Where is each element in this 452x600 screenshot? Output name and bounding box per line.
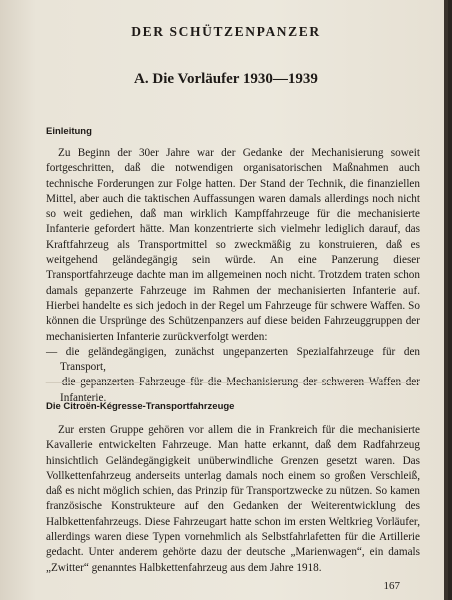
section-citroen — [46, 423, 420, 576]
bullet-list — [46, 345, 420, 406]
paragraph-einleitung: Zu Beginn der 30er Jahre war der Gedanke der Mechanisierung soweit fortgeschritten, daß die notwendigen organisatorischen Maßnahmen auch technische Forderungen zur Folge hatten. Der Stand der Technik, die finanziellen Mittel, aber auch die taktischen Auffassungen waren damals allerdings noch nicht so weit gediehen, daß man wirklich Kampffahrzeuge für die mechanisierte Infanterie gefordert hätte. Man konzentrierte sich vielmehr lediglich darauf, das Kraftfahrzeug als Transportmittel so zweckmäßig zu konstruieren, daß es weitgehend geländegängig sein würde. An eine Panzerung dieser Transportfahrzeuge dachte man im allgemeinen noch nicht. Trotzdem traten schon damals gepanzerte Fahrzeuge im Rahmen der mechanisierten Infanterie auf. Hierbei handelte es sich jedoch in der Regel um Fahrzeuge für schwere Waffen. So können die Ursprünge des Schützenpanzers auf diese beiden Fahrzeuggruppen der mechanisierten Infanterie zurückverfolgt werden: — [46, 147, 420, 343]
section-title: A. Die Vorläufer 1930—1939 — [134, 71, 318, 87]
section-einleitung — [46, 146, 420, 406]
paragraph-citroen: Zur ersten Gruppe gehören vor allem die in Frankreich für die mechanisierte Kavallerie entwickelten Fahrzeuge. Man hatte erkannt, daß dem Radfahrzeug hinsichtlich Geländegängigkeit unüberwindliche Grenzen gesetzt waren. Das Vollkettenfahrzeug anderseits unterlag damals noch einem so großen Verschleiß, daß es nicht möglich schien, das Prinzip für Transportzwecke zu nützen. So kamen französische Konstrukteure auf den Gedanken der Weiterentwicklung des Halbkettenfahrzeugs. Diese Fahrzeugart hatte schon im ersten Weltkrieg Vorläufer, allerdings waren diese Typen vornehmlich als Selbstfahrlafetten für die Artillerie gedacht. Unter anderem gehörte dazu der deutsche „Marienwagen“, ein damals „Zwitter“ genanntes Halbkettenfahrzeug aus dem Jahre 1918. — [46, 424, 420, 574]
chapter-title: DER SCHÜTZENPANZER — [131, 24, 321, 39]
section-divider — [46, 382, 420, 383]
page-number: 167 — [383, 580, 400, 592]
bullet-item-weapons: — die gepanzerten Fahrzeuge für die Mechanisierung der schweren Waffen der Infanterie. — [46, 376, 420, 404]
heading-citroen: Die Citroën-Kégresse-Transportfahrzeuge — [46, 401, 235, 412]
heading-einleitung: Einleitung — [46, 126, 92, 137]
bullet-item-transport: — die geländegängigen, zunächst ungepanzerten Spezialfahrzeuge für den Transport, — [46, 345, 420, 374]
page-edge — [444, 0, 448, 600]
